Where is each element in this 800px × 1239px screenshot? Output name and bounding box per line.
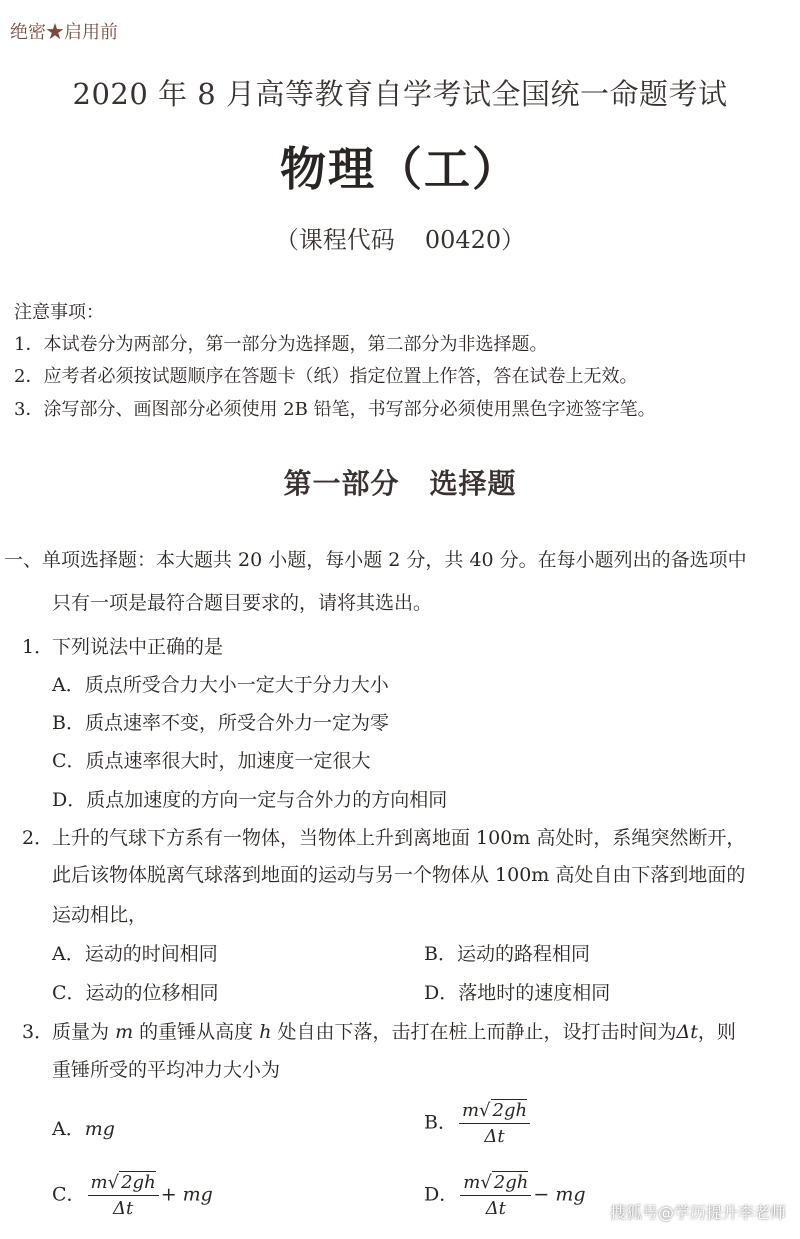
option: C．运动的位移相同	[52, 982, 219, 1004]
question-number: 1．	[22, 636, 54, 658]
instructions-line: 只有一项是最符合题目要求的，请将其选出。	[52, 592, 433, 614]
question-number: 2．	[22, 827, 54, 849]
question-number: 3．	[22, 1021, 54, 1043]
exam-title: 2020 年 8 月高等教育自学考试全国统一命题考试	[72, 77, 728, 111]
section-part: 第一部分	[283, 467, 400, 500]
fraction: $\frac{m√ 2gh}{\Delta t}$	[459, 1100, 530, 1147]
option: A．质点所受合力大小一定大于分力大小	[52, 674, 389, 696]
option-c: C． $\frac{m√ 2gh}{\Delta t}$ + mg	[52, 1172, 213, 1219]
course-code	[0, 220, 800, 255]
option: D．落地时的速度相同	[424, 982, 611, 1004]
question-stem: 质量为 m 的重锤从高度 h 处自由下落，击打在桩上而静止，设打击时间为Δt，则	[52, 1021, 736, 1043]
course-code-label: （课程代码	[274, 226, 395, 254]
fraction: $\frac{m√ 2gh}{\Delta t}$	[88, 1172, 159, 1219]
question-stem: 此后该物体脱离气球落到地面的运动与另一个物体从 100m 高处自由下落到地面的	[52, 864, 746, 886]
section-name: 选择题	[429, 467, 517, 500]
option: B．运动的路程相同	[424, 943, 590, 965]
fraction: $\frac{m√ 2gh}{\Delta t}$	[460, 1172, 531, 1219]
option: D．质点加速度的方向一定与合外力的方向相同	[52, 789, 448, 811]
question-stem: 上升的气球下方系有一物体，当物体上升到离地面 100m 高处时，系绳突然断开，	[52, 827, 746, 849]
watermark: 搜狐号@学历提升李老师	[609, 1203, 786, 1222]
question-stem: 重锤所受的平均冲力大小为	[52, 1059, 281, 1081]
notice-item: 1．本试卷分为两部分，第一部分为选择题，第二部分为非选择题。	[14, 334, 548, 355]
option-a: A．mg	[52, 1118, 115, 1140]
subject-title: 物理（工）	[280, 142, 520, 196]
notice-heading: 注意事项：	[14, 302, 104, 323]
question-stem: 下列说法中正确的是	[52, 636, 224, 658]
confidential-stamp: 绝密★启用前	[10, 22, 118, 43]
option: C．质点速率很大时，加速度一定很大	[52, 750, 371, 772]
question-stem: 运动相比，	[52, 904, 148, 926]
option-d: D． $\frac{m√ 2gh}{\Delta t}$ − mg	[424, 1172, 586, 1219]
option: A．运动的时间相同	[52, 943, 218, 965]
instructions-line: 一、单项选择题：本大题共 20 小题，每小题 2 分，共 40 分。在每小题列出的备选项中	[4, 549, 747, 571]
notice-item: 3．涂写部分、画图部分必须使用 2B 铅笔，书写部分必须使用黑色字迹签字笔。	[14, 399, 656, 420]
notice-item: 2．应考者必须按试题顺序在答题卡（纸）指定位置上作答，答在试卷上无效。	[14, 366, 638, 387]
course-code-value: 00420）	[424, 226, 526, 254]
option-b: B． $\frac{m√ 2gh}{\Delta t}$	[424, 1100, 532, 1147]
option: B．质点速率不变，所受合外力一定为零	[52, 712, 389, 734]
section-heading	[0, 462, 800, 502]
